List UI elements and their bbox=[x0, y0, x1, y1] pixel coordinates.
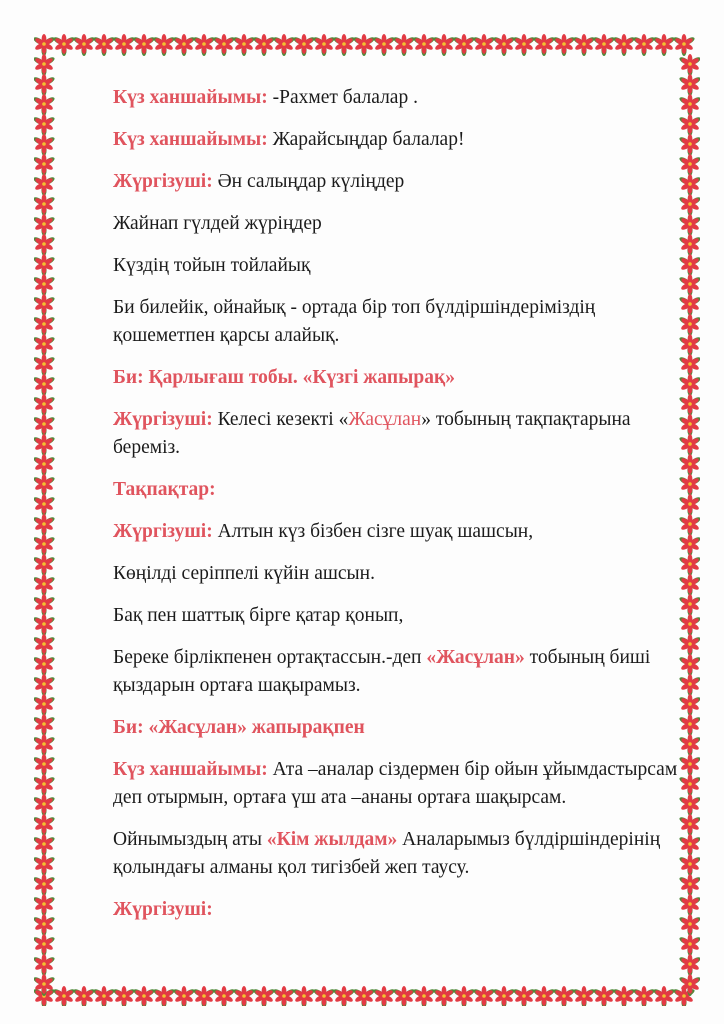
paragraph-15 bbox=[113, 756, 693, 812]
speaker-label: Жүргізуші: bbox=[113, 899, 213, 920]
paragraph-text: Аналарымыз бүлдіршіндерінің қолындағы алманы қол тигізбей жеп таусу. bbox=[113, 829, 661, 878]
paragraph-text: Жарайсыңдар балалар! bbox=[267, 129, 465, 150]
document-body bbox=[113, 84, 693, 938]
paragraph-text: Алтын күз бізбен сізге шуақ шашсын, bbox=[212, 521, 534, 542]
paragraph-text: Ойнымыздың аты bbox=[113, 829, 267, 850]
paragraph-17 bbox=[113, 896, 693, 924]
paragraph-text: » тобының тақпақтарына береміз. bbox=[113, 409, 631, 458]
paragraph-4 bbox=[113, 210, 693, 238]
paragraph-text: Келесі кезекті « bbox=[212, 409, 349, 430]
paragraph-14 bbox=[113, 714, 693, 742]
paragraph-10 bbox=[113, 518, 693, 546]
speaker-label: Күз ханшайымы: bbox=[113, 129, 268, 150]
section-heading: Тақпақтар: bbox=[113, 479, 216, 500]
paragraph-text: Би билейік, ойнайық - ортада бір топ бүлдіршіндеріміздің қошеметпен қарсы алайық. bbox=[113, 297, 596, 346]
speaker-label: Күз ханшайымы: bbox=[113, 759, 268, 780]
paragraph-3 bbox=[113, 168, 693, 196]
paragraph-1 bbox=[113, 84, 693, 112]
game-name-highlight: «Кім жылдам» bbox=[266, 829, 398, 850]
paragraph-text: Көңілді серіппелі күйін ашсын. bbox=[113, 563, 375, 584]
paragraph-11 bbox=[113, 560, 693, 588]
paragraph-6 bbox=[113, 294, 693, 350]
paragraph-text: тобының биші қыздарын ортаға шақырамыз. bbox=[113, 647, 651, 696]
paragraph-text: Күздің тойын тойлайық bbox=[113, 255, 311, 276]
paragraph-7 bbox=[113, 364, 693, 392]
paragraph-text: Жайнап гүлдей жүріңдер bbox=[113, 213, 322, 234]
paragraph-text: Ата –аналар сіздермен бір ойын ұйымдастырсам деп отырмын, ортаға үш ата –ананы ортаға шақырсам. bbox=[113, 759, 678, 808]
section-heading: Би: «Жасұлан» жапырақпен bbox=[113, 717, 365, 738]
group-name-highlight: Жасұлан bbox=[348, 409, 422, 430]
paragraph-text: Бақ пен шаттық бірге қатар қонып, bbox=[113, 605, 404, 626]
speaker-label: Жүргізуші: bbox=[113, 171, 213, 192]
paragraph-text: Береке бірлікпенен ортақтассын.-деп bbox=[113, 647, 427, 668]
paragraph-8 bbox=[113, 406, 693, 462]
paragraph-16 bbox=[113, 826, 693, 882]
speaker-label: Жүргізуші: bbox=[113, 521, 213, 542]
paragraph-5 bbox=[113, 252, 693, 280]
paragraph-2 bbox=[113, 126, 693, 154]
paragraph-text: -Рахмет балалар . bbox=[267, 87, 418, 108]
speaker-label: Күз ханшайымы: bbox=[113, 87, 268, 108]
paragraph-text: Ән салыңдар күліңдер bbox=[212, 171, 405, 192]
speaker-label: Жүргізуші: bbox=[113, 409, 213, 430]
group-name-highlight: «Жасұлан» bbox=[426, 647, 525, 668]
paragraph-12 bbox=[113, 602, 693, 630]
paragraph-13 bbox=[113, 644, 693, 700]
section-heading: Би: Қарлығаш тобы. «Күзгі жапырақ» bbox=[113, 367, 455, 388]
paragraph-9 bbox=[113, 476, 693, 504]
